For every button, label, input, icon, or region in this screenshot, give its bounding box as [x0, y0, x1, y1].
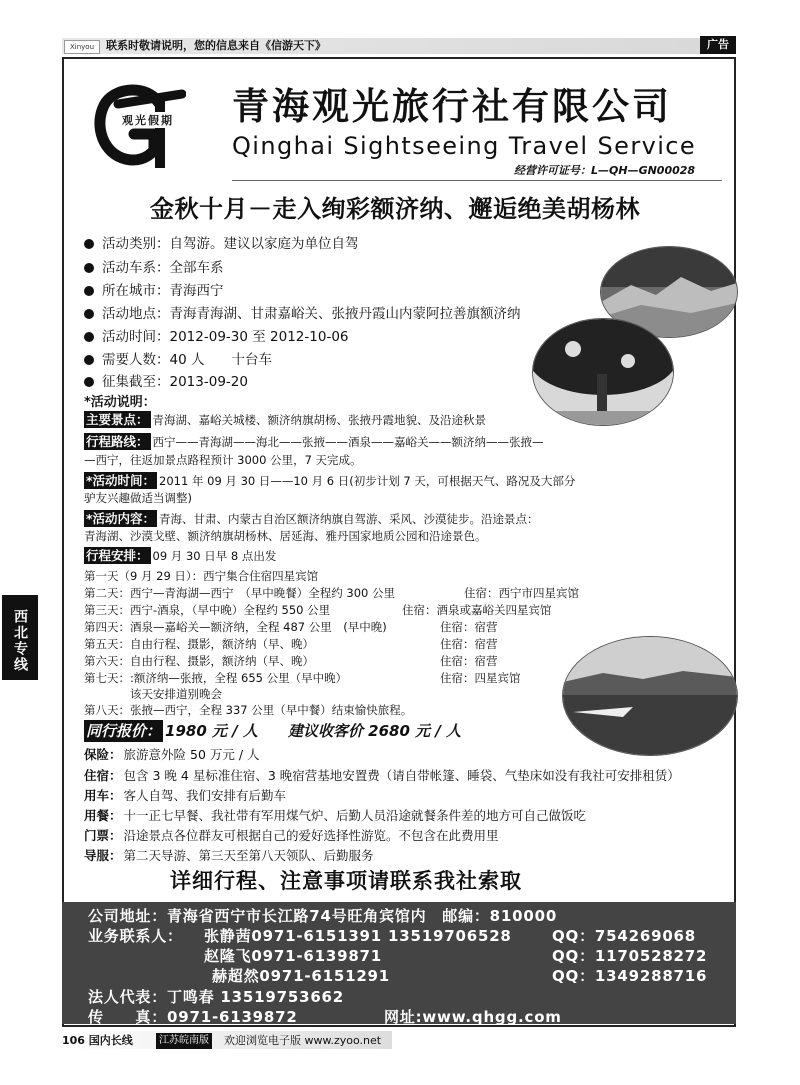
info-row — [84, 746, 260, 764]
price-value: 1980 元 / 人 — [165, 722, 258, 740]
day-lodging: 住宿：宿营 — [440, 637, 498, 651]
info-value: 沿途景点各位群友可根据自己的爱好选择性游览。不包含在此费用里 — [123, 828, 499, 843]
bullet-item — [84, 350, 272, 370]
day-text: 第八天：张掖—西宁，全程 337 公里（早中餐）结束愉快旅程。 — [84, 703, 413, 717]
info-key: 保险： — [84, 747, 122, 762]
bullet-icon — [84, 263, 94, 273]
time-text-2: 驴友兴趣做适当调整) — [84, 491, 192, 505]
ad-tag: 广告 — [700, 36, 736, 54]
source-note: 联系时敬请说明，您的信息来自《信游天下》 — [106, 39, 326, 52]
day-lodging: 住宿：西宁市四星宾馆 — [464, 586, 579, 600]
schedule-row — [84, 547, 276, 564]
info-value: 包含 3 晚 4 星标准住宿、3 晚宿营基地安置费（请自带帐篷、睡袋、气垫床如没有我社可安排租赁） — [123, 768, 680, 783]
page-number: 106 国内长线 — [62, 1034, 133, 1047]
route-text: 西宁——青海湖——海北——张掖——酒泉——嘉峪关——额济纳——张掖— — [152, 435, 544, 449]
info-value: 旅游意外险 50 万元 / 人 — [123, 747, 260, 762]
bullet-text: 活动地点：青海青海湖、甘肃嘉峪关、张掖丹霞山内蒙阿拉善旗额济纳 — [102, 306, 521, 322]
day-text: 第五天：自由行程、摄影，额济纳（早、晚） — [84, 637, 314, 651]
route-label: 行程路线： — [86, 434, 149, 449]
day-lodging: 住宿：宿营 — [440, 620, 498, 634]
activity-title: *活动说明： — [84, 395, 156, 410]
info-value: 十一正七早餐、我社带有军用煤气炉、后勤人员沿途就餐条件差的地方可自己做饭吃 — [123, 808, 587, 823]
footer-site: 欢迎浏览电子版 www.zyoo.net — [224, 1034, 382, 1047]
day-row — [84, 619, 387, 635]
bullet-icon — [84, 355, 94, 365]
info-value: 客人自驾、我们安排有后勤车 — [123, 788, 287, 803]
spots-row — [84, 411, 486, 428]
content-text: 青海、甘肃、内蒙古自治区额济纳旗自驾游、采风、沙漠徒步。沿途景点： — [159, 512, 539, 526]
spots-label: 主要景点： — [86, 412, 149, 427]
day-row — [84, 602, 330, 618]
bullet-text: 征集截至：2013-09-20 — [102, 374, 248, 390]
day-text: 该天安排道别晚会 — [84, 687, 222, 701]
info-value: 第二天导游、第三天至第八天领队、后勤服务 — [123, 848, 374, 863]
info-row — [84, 807, 586, 825]
contact-qq: QQ：1170528272 — [552, 947, 708, 965]
day-lodging: 住宿：宿营 — [440, 654, 498, 668]
bullet-item — [84, 304, 521, 324]
section-tab: 西北专线 — [2, 595, 38, 680]
day-text: 第三天：西宁-酒泉，（早中晚）全程约 550 公里 — [84, 603, 331, 617]
info-key: 用餐： — [84, 808, 122, 823]
day-text: 第六天：自由行程、摄影，额济纳（早、晚） — [84, 654, 314, 668]
info-row — [84, 847, 374, 865]
time-label: *活动时间： — [86, 473, 156, 488]
logo-caption: 观光假期 — [122, 114, 174, 127]
route-text-2: —西宁，往返加景点路程预计 3000 公里，7 天完成。 — [84, 453, 362, 467]
day-row — [84, 702, 412, 718]
info-key: 导服： — [84, 848, 122, 863]
bullet-item — [84, 258, 224, 278]
bullet-icon — [84, 377, 94, 387]
bullet-icon — [84, 239, 94, 249]
info-row — [84, 827, 499, 845]
company-name-cn: 青海观光旅行社有限公司 — [232, 85, 672, 128]
edition-badge: 江苏皖南版 — [156, 1033, 212, 1049]
tree-photo — [532, 318, 674, 426]
contact-person: 赫超然0971-6151291 — [212, 967, 391, 985]
bullet-icon — [84, 332, 94, 342]
bullet-icon — [84, 286, 94, 296]
day-lodging: 住宿：酒泉或嘉峪关四星宾馆 — [402, 603, 552, 617]
contact-qq: QQ：1349288716 — [552, 967, 708, 985]
info-row — [84, 767, 680, 785]
info-key: 门票： — [84, 828, 122, 843]
info-key: 住宿： — [84, 768, 122, 783]
content-row — [84, 510, 539, 527]
day-row — [84, 568, 318, 584]
day-row — [84, 585, 395, 601]
day-row — [84, 653, 314, 669]
day-row — [84, 686, 222, 702]
day-text: 第四天：酒泉—嘉峪关—额济纳，全程 487 公里 (早中晚) — [84, 620, 387, 634]
bullet-item — [84, 372, 248, 392]
spots-text: 青海湖、嘉峪关城楼、额济纳旗胡杨、张掖丹霞地貌、及沿途秋景 — [152, 413, 487, 427]
content-text-2: 青海湖、沙漠戈壁、额济纳旗胡杨林、居延海、雅丹国家地质公园和沿途景色。 — [84, 529, 487, 543]
license-number: 经营许可证号：L—QH—GN00028 — [514, 164, 696, 177]
company-name-en: Qinghai Sightseeing Travel Service — [232, 132, 697, 160]
fax: 传 真：0971-6139872 — [88, 1008, 298, 1026]
bullet-item — [84, 327, 349, 347]
route-row — [84, 433, 544, 450]
bullet-icon — [84, 309, 94, 319]
bullet-text: 活动车系：全部车系 — [102, 260, 224, 276]
content-label: *活动内容： — [86, 511, 156, 526]
company-address: 公司地址：青海省西宁市长江路74号旺角宾馆内 邮编：810000 — [88, 907, 558, 925]
schedule-label: 行程安排： — [86, 548, 149, 563]
info-row — [84, 787, 286, 805]
info-key: 用车： — [84, 788, 122, 803]
bullet-text: 活动类别：自驾游。建议以家庭为单位自驾 — [102, 236, 359, 252]
legal-representative: 法人代表：丁鸣春 13519753662 — [88, 988, 345, 1006]
suggested-price: 建议收客价 2680 元 / 人 — [287, 722, 462, 740]
price-label: 同行报价： — [86, 722, 162, 740]
day-text: 第七天：:额济纳—张掖，全程 655 公里（早中晚） — [84, 671, 348, 685]
day-text: 第二天：西宁—青海湖—西宁 （早中晚餐）全程约 300 公里 — [84, 586, 396, 600]
time-row — [84, 472, 575, 489]
header-rule — [232, 180, 722, 181]
bullet-text: 需要人数：40 人 十台车 — [102, 352, 272, 368]
day-row — [84, 636, 314, 652]
bullet-item — [84, 234, 359, 254]
publication-logo: Xinyou — [64, 40, 100, 54]
liaison-label: 业务联系人： — [88, 927, 183, 945]
bullet-item — [84, 281, 224, 301]
website: 网址:www.qhgg.com — [384, 1008, 562, 1026]
contact-qq: QQ：754269068 — [552, 927, 697, 945]
headline: 金秋十月－走入绚彩额济纳、邂逅绝美胡杨林 — [150, 194, 640, 223]
schedule-text: 09 月 30 日早 8 点出发 — [152, 549, 277, 563]
contact-person: 赵隆飞0971-6139871 — [204, 947, 383, 965]
bullet-text: 活动时间：2012-09-30 至 2012-10-06 — [102, 329, 349, 345]
contact-person: 张静茜0971-6151391 13519706528 — [204, 927, 512, 945]
lake-photo — [562, 636, 738, 756]
bullet-text: 所在城市：青海西宁 — [102, 283, 224, 299]
day-text: 第一天（9 月 29 日）：西宁集合住宿四星宾馆 — [84, 569, 319, 583]
day-row — [84, 670, 347, 686]
cta-heading: 详细行程、注意事项请联系我社索取 — [170, 868, 522, 893]
price-line — [84, 720, 461, 742]
time-text: 2011 年 09 月 30 日——10 月 6 日(初步计划 7 天，可根据天气、路况及大部分 — [159, 474, 576, 488]
day-lodging: 住宿：四星宾馆 — [440, 671, 521, 685]
